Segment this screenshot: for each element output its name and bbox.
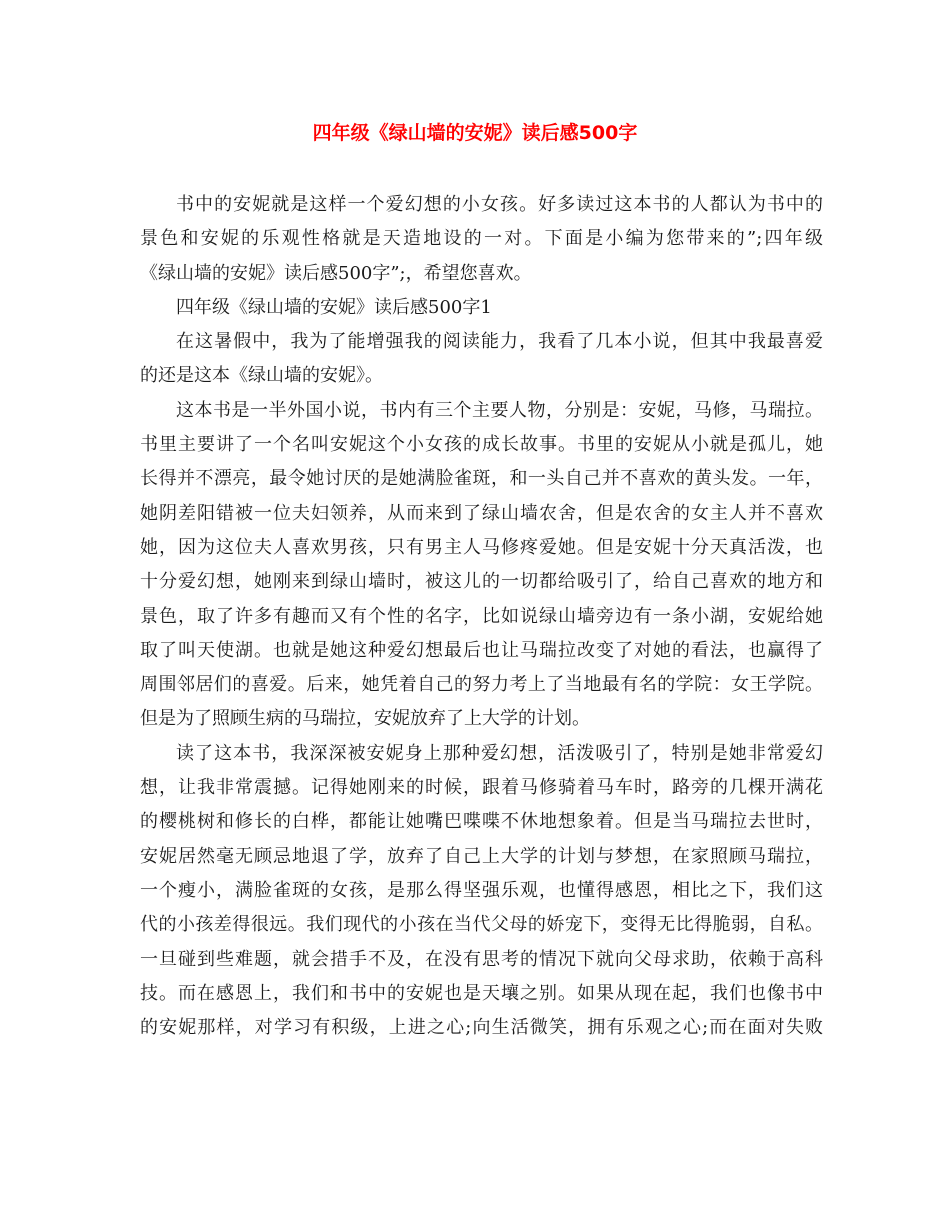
- text-line: 《绿山墙的安妮》读后感500字”;，希望您喜欢。: [140, 262, 532, 284]
- text-line: 读了这本书，我深深被安妮身上那种爱幻想，活泼吸引了，特别是她非常爱幻: [176, 742, 823, 764]
- text-line: 这本书是一半外国小说，书内有三个主要人物，分别是：安妮，马修，马瑞拉。: [176, 399, 823, 421]
- text-line: 一旦碰到些难题，就会措手不及，在没有思考的情况下就向父母求助，依赖于高科: [140, 948, 823, 970]
- text-line: 安妮居然毫无顾忌地退了学，放弃了自己上大学的计划与梦想，在家照顾马瑞拉，: [140, 845, 823, 867]
- text-line: 一个瘦小，满脸雀斑的女孩，是那么得坚强乐观，也懂得感恩，相比之下，我们这: [140, 879, 823, 901]
- text-line: 她，因为这位夫人喜欢男孩，只有男主人马修疼爱她。但是安妮十分天真活泼，也: [140, 536, 823, 558]
- text-line: 想，让我非常震撼。记得她刚来的时候，跟着马修骑着马车时，路旁的几棵开满花: [140, 777, 823, 799]
- text-line: 但是为了照顾生病的马瑞拉，安妮放弃了上大学的计划。: [140, 708, 590, 730]
- text-line: 她阴差阳错被一位夫妇领养，从而来到了绿山墙农舍，但是农舍的女主人并不喜欢: [140, 502, 823, 524]
- text-line: 的樱桃树和修长的白桦，都能让她嘴巴喋喋不休地想象着。但是当马瑞拉去世时，: [140, 811, 823, 833]
- text-line: 长得并不漂亮，最令她讨厌的是她满脸雀斑，和一头自己并不喜欢的黄头发。一年，: [140, 468, 823, 490]
- text-line: 景色和安妮的乐观性格就是天造地设的一对。下面是小编为您带来的”;四年级: [140, 228, 823, 250]
- document-body: [140, 188, 823, 1045]
- text-line: 取了叫天使湖。也就是她这种爱幻想最后也让马瑞拉改变了对她的看法，也赢得了: [140, 639, 823, 661]
- text-line: 技。而在感恩上，我们和书中的安妮也是天壤之别。如果从现在起，我们也像书中: [140, 982, 823, 1004]
- text-line: 代的小孩差得很远。我们现代的小孩在当代父母的娇宠下，变得无比得脆弱，自私。: [140, 914, 823, 936]
- text-line: 景色，取了许多有趣而又有个性的名字，比如说绿山墙旁边有一条小湖，安妮给她: [140, 605, 823, 627]
- text-line: 十分爱幻想，她刚来到绿山墙时，被这儿的一切都给吸引了，给自己喜欢的地方和: [140, 571, 823, 593]
- text-line: 书中的安妮就是这样一个爱幻想的小女孩。好多读过这本书的人都认为书中的: [176, 194, 823, 215]
- document-title: 四年级《绿山墙的安妮》读后感500字: [312, 122, 638, 144]
- text-line: 在这暑假中，我为了能增强我的阅读能力，我看了几本小说，但其中我最喜爱: [176, 331, 823, 353]
- text-line: 的还是这本《绿山墙的安妮》。: [140, 365, 383, 387]
- text-line: 四年级《绿山墙的安妮》读后感500字1: [176, 296, 492, 318]
- text-line: 书里主要讲了一个名叫安妮这个小女孩的成长故事。书里的安妮从小就是孤儿，她: [140, 434, 823, 456]
- text-line: 周围邻居们的喜爱。后来，她凭着自己的努力考上了当地最有名的学院：女王学院。: [140, 674, 823, 696]
- text-line: 的安妮那样，对学习有积级，上进之心;向生活微笑，拥有乐观之心;而在面对失败: [140, 1017, 823, 1039]
